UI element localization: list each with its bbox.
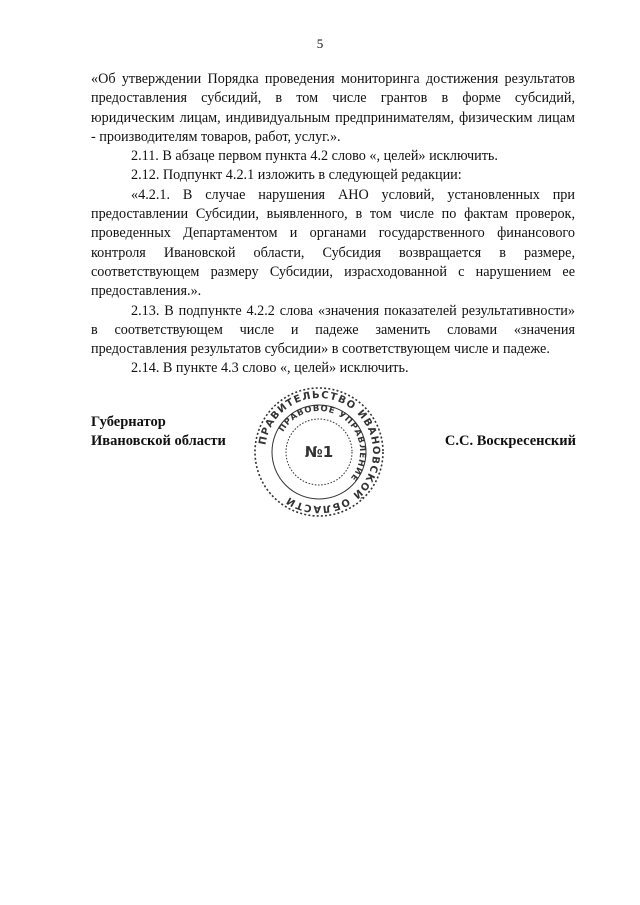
paragraph-2-13: 2.13. В подпункте 4.2.2 слова «значения показателей результативности» в соответствующем числе и падеже заменить словами «значения предоставления результатов субсидии» в соответствующем числе и падеже. bbox=[91, 302, 575, 358]
paragraph-continuation: «Об утверждении Порядка проведения мониторинга достижения результатов предоставления субсидий, в том числе грантов в форме субсидий, юридическим лицам, индивидуальным предпринимателям, физическим лицам - производителям товаров, работ, услуг.». bbox=[91, 71, 575, 145]
seal-inner-text: ПРАВОВОЕ УПРАВЛЕНИЕ bbox=[277, 403, 368, 484]
paragraph-4-2-1: «4.2.1. В случае нарушения АНО условий, установленных при предоставлении Субсидии, выявленного, в том числе по фактам проверок, проведенных Департаментом и органами государственного финансового контроля Ивановской области, Субсидия возвращается в размере, соответствующем размеру Субсидии, израсходованной с нарушением ее предоставления.». bbox=[91, 186, 575, 300]
signatory-title-line2: Ивановской области bbox=[91, 433, 226, 449]
paragraph-2-14: 2.14. В пункте 4.3 слово «, целей» исключить. bbox=[131, 360, 409, 377]
paragraph-2-11: 2.11. В абзаце первом пункта 4.2 слово «, целей» исключить. bbox=[131, 148, 498, 165]
signatory-title bbox=[91, 413, 226, 451]
signatory-name: С.С. Воскресенский bbox=[444, 433, 576, 449]
official-seal bbox=[252, 385, 386, 519]
page-number: 5 bbox=[316, 36, 324, 51]
signature-block bbox=[91, 389, 576, 523]
paragraph-2-12: 2.12. Подпункт 4.2.1 изложить в следующей редакции: bbox=[131, 167, 462, 184]
seal-center-number: №1 bbox=[304, 443, 334, 461]
seal-outer-text: ПРАВИТЕЛЬСТВО ИВАНОВСКОЙ ОБЛАСТИ bbox=[257, 389, 382, 515]
signatory-title-line1: Губернатор bbox=[91, 414, 166, 430]
document-body bbox=[91, 70, 575, 379]
